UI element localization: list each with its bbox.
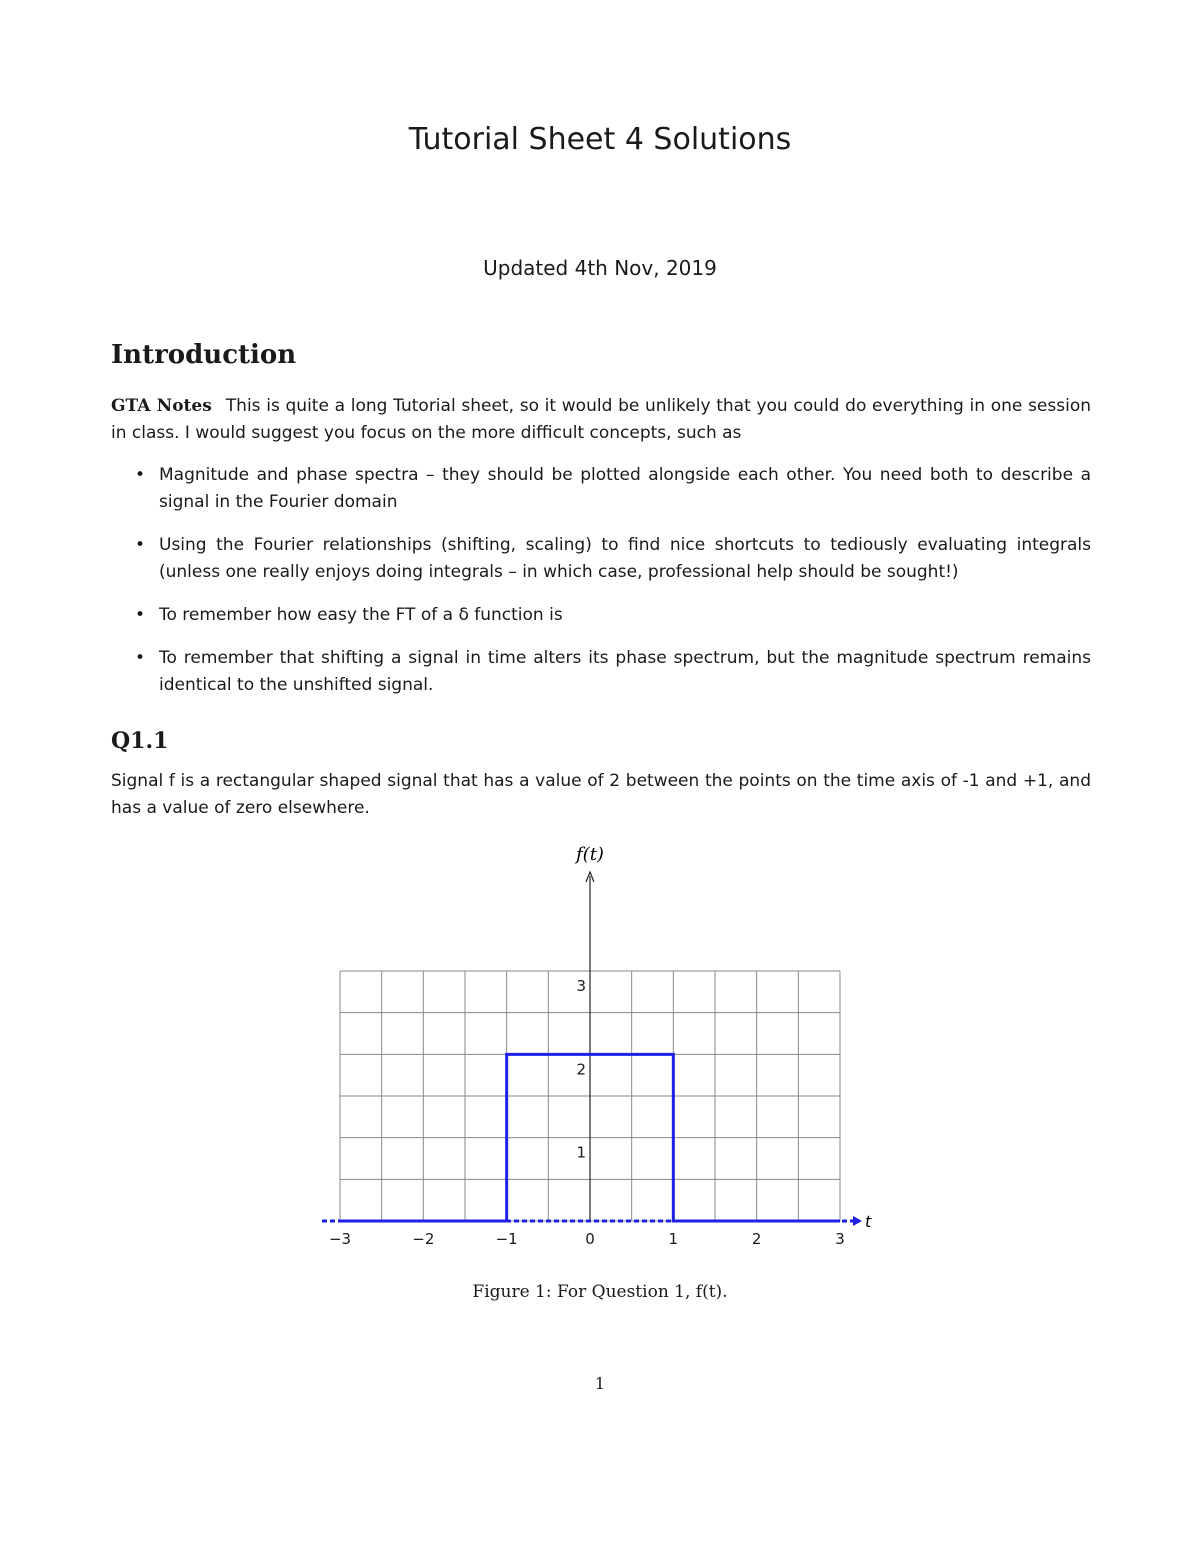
section-heading-introduction: Introduction [111,340,297,370]
list-item: • To remember that shifting a signal in time alters its phase spectrum, but the magnitude spectrum remains identical to the unshifted signal. [135,645,1091,699]
question-heading: Q1.1 [111,728,169,754]
x-tick-label: 2 [751,1230,762,1248]
page-number: 1 [594,1374,606,1393]
x-tick-label: −3 [328,1230,352,1248]
gta-notes-text: This is quite a long Tutorial sheet, so it would be unlikely that you could do everything in one session in class. I would suggest you focus on the more difficult concepts, such as [111,396,1091,443]
figure-caption: Figure 1: For Question 1, f(t). [472,1282,728,1302]
list-item: • To remember how easy the FT of a δ function is [135,602,1091,629]
x-tick-label: 0 [585,1230,595,1248]
signal-chart [300,836,900,1256]
question-text: Signal f is a rectangular shaped signal that has a value of 2 between the points on the time axis of -1 and +1, and has a value of zero elsewhere. [111,771,1091,818]
gta-notes-label: GTA Notes [111,396,212,416]
list-item: • Magnitude and phase spectra – they should be plotted alongside each other. You need both to describe a signal in the Fourier domain [135,462,1091,516]
x-tick-label: −2 [412,1230,435,1248]
x-tick-label: −1 [495,1230,518,1248]
x-axis-label: t [865,1212,872,1231]
y-axis-label: f(t) [576,844,604,865]
x-axis-arrow [853,1216,862,1226]
x-tick-label: 1 [668,1230,679,1248]
y-tick-label: 3 [576,977,586,995]
concept-list [135,462,1091,715]
document-date: Updated 4th Nov, 2019 [483,256,717,280]
chart-axes [322,872,862,1226]
document-title: Tutorial Sheet 4 Solutions [408,122,792,157]
chart-ticks [329,977,845,1248]
x-tick-label: 3 [835,1230,845,1248]
y-tick-label: 2 [576,1060,586,1079]
gta-notes-paragraph [111,393,1091,447]
list-item: • Using the Fourier relationships (shifting, scaling) to find nice shortcuts to tediously evaluating integrals (unless one really enjoys doing integrals – in which case, professional help should be sought!) [135,532,1091,586]
y-tick-label: 1 [576,1143,586,1162]
